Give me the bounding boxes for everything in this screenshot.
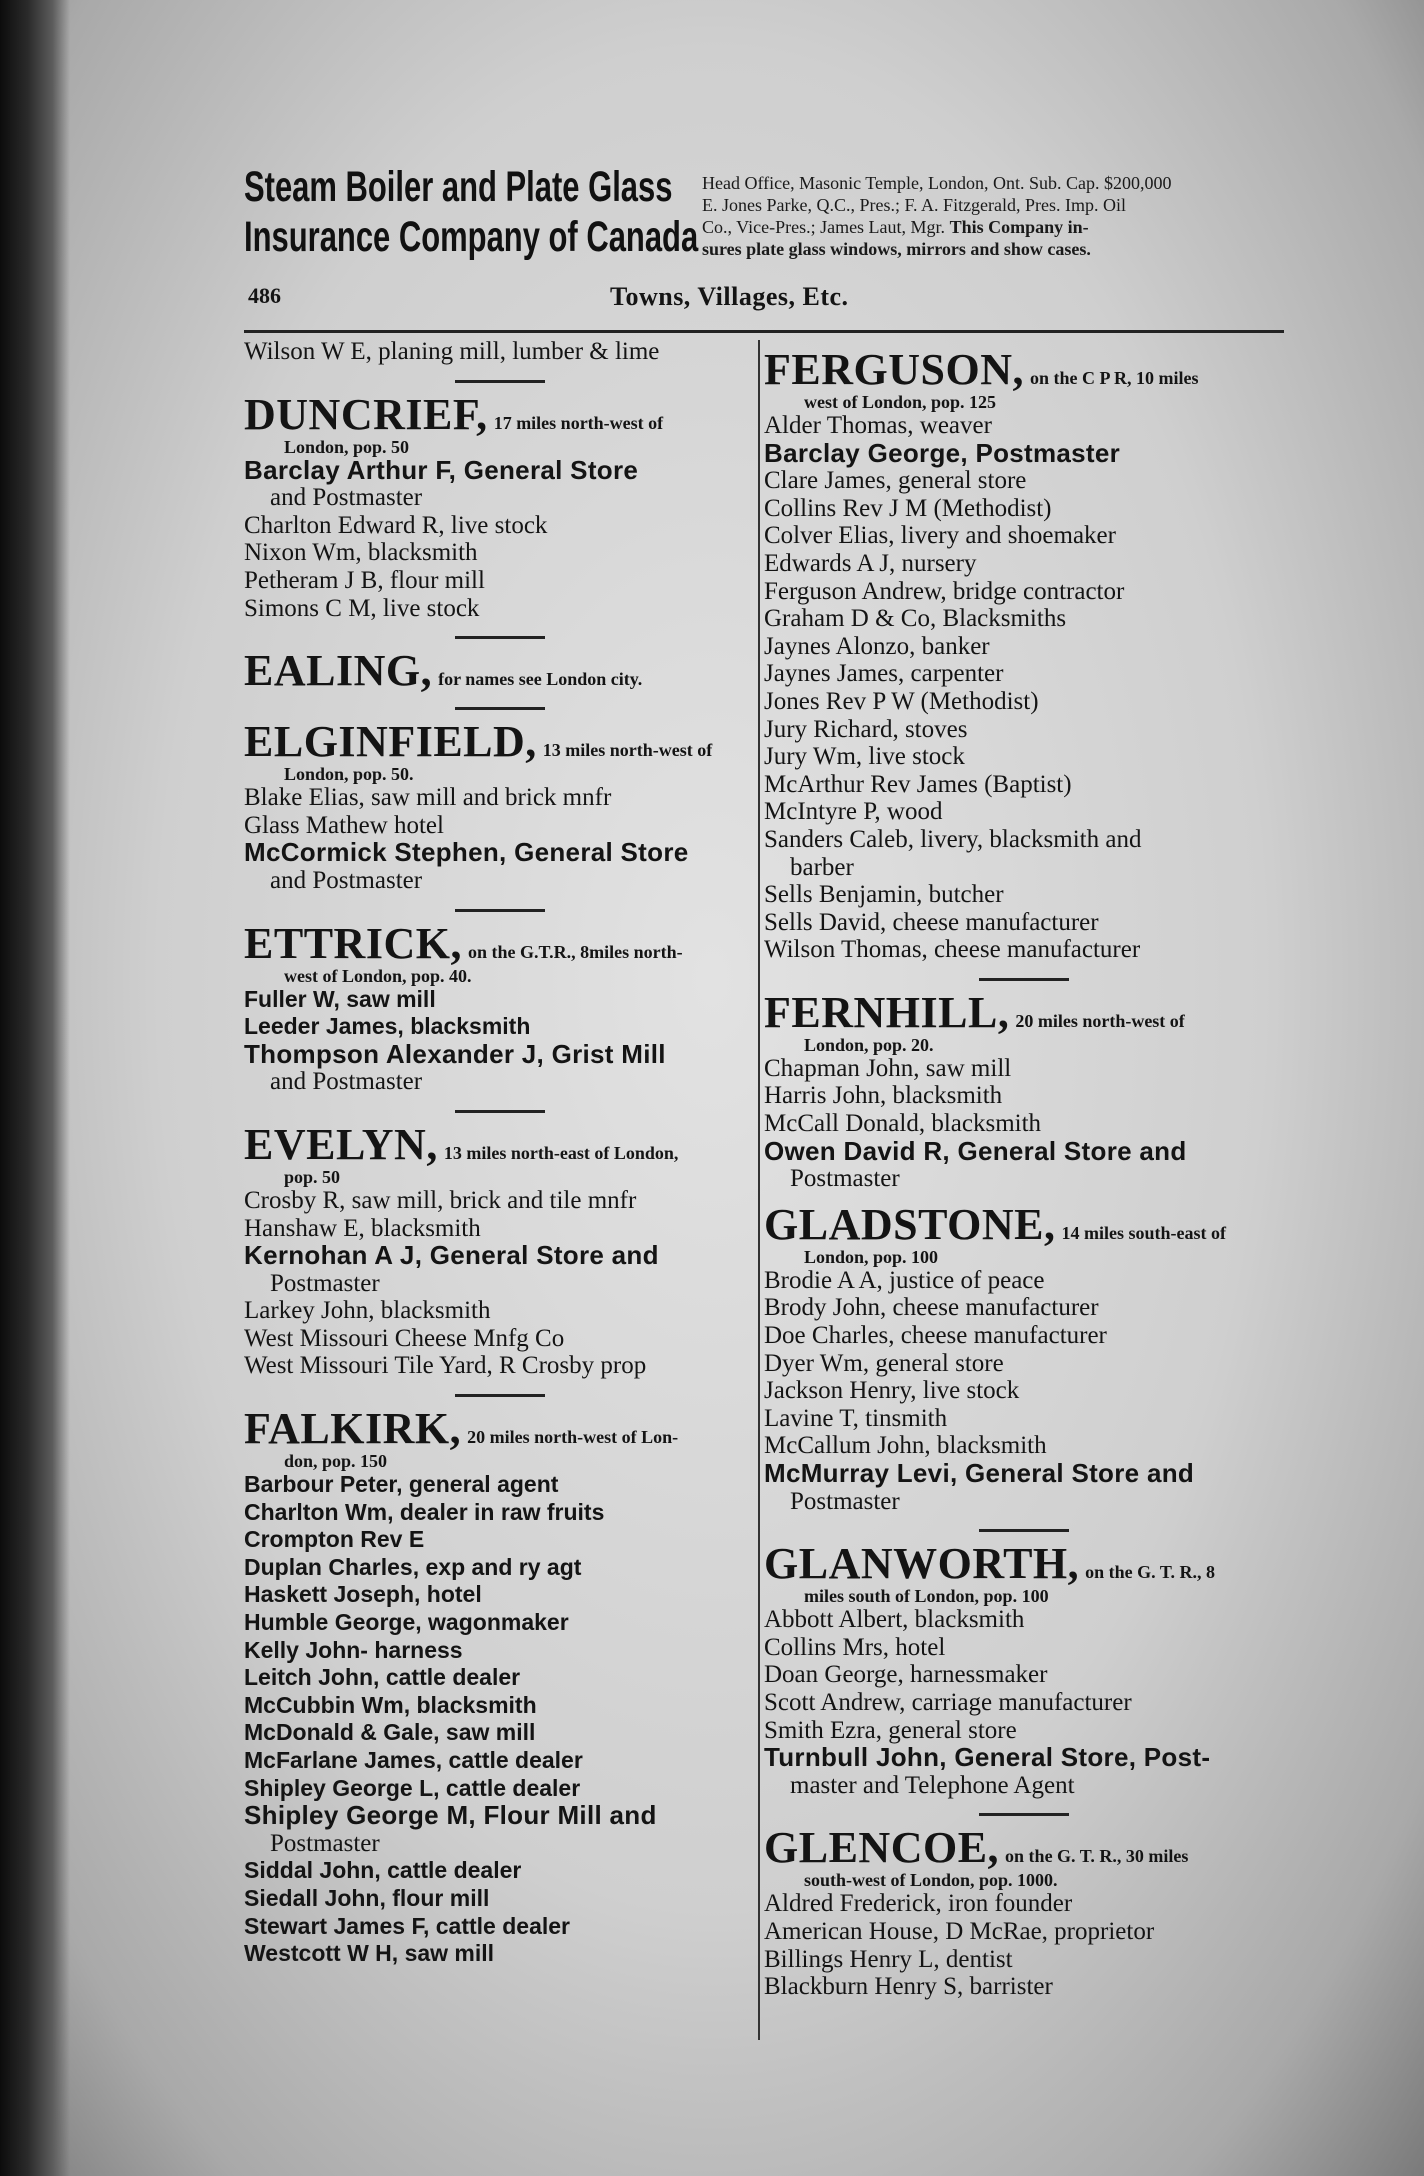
- business-listing: Siddal John, cattle dealer: [244, 1857, 522, 1884]
- section-separator: [979, 1529, 1069, 1532]
- town-location-population: London, pop. 50: [284, 436, 410, 457]
- town-heading: [244, 389, 756, 439]
- town-location-population: London, pop. 100: [804, 1246, 939, 1267]
- listing-continuation: and Postmaster: [270, 1068, 423, 1096]
- business-listing: Ferguson Andrew, bridge contractor: [764, 577, 1125, 605]
- listing-continuation: Postmaster: [270, 1269, 380, 1297]
- business-listing: Collins Mrs, hotel: [764, 1633, 946, 1661]
- business-listing: West Missouri Cheese Mnfg Co: [244, 1324, 565, 1352]
- town-heading: [244, 918, 756, 968]
- business-listing: McCubbin Wm, blacksmith: [244, 1691, 537, 1718]
- listing-continuation: and Postmaster: [270, 484, 423, 512]
- listing-continuation: and Postmaster: [270, 866, 423, 894]
- business-listing: West Missouri Tile Yard, R Crosby prop: [244, 1352, 647, 1380]
- town-name: GLADSTONE,: [764, 1199, 1056, 1249]
- business-listing: Collins Rev J M (Methodist): [764, 494, 1052, 522]
- listing-continuation: Postmaster: [790, 1165, 900, 1193]
- ad-details-line-4: sures plate glass windows, mirrors and show cases.: [702, 239, 1091, 259]
- town-description: 20 miles north-west of: [1015, 1010, 1185, 1031]
- business-listing: McArthur Rev James (Baptist): [764, 770, 1072, 798]
- ad-details-line-1: Head Office, Masonic Temple, London, Ont. Sub. Cap. $200,000: [702, 173, 1172, 193]
- business-listing: Sells Benjamin, butcher: [764, 881, 1004, 909]
- business-listing: Petheram J B, flour mill: [244, 566, 485, 594]
- left-column: [244, 338, 756, 1968]
- town-heading: [764, 1199, 1284, 1249]
- section-separator: [455, 909, 545, 912]
- business-listing: Smith Ezra, general store: [764, 1716, 1017, 1744]
- business-listing: McIntyre P, wood: [764, 798, 943, 826]
- business-listing: Kernohan A J, General Store and: [244, 1240, 659, 1271]
- listing-continuation: Postmaster: [790, 1487, 900, 1515]
- business-listing: Sanders Caleb, livery, blacksmith and: [764, 825, 1142, 853]
- business-listing: Jury Richard, stoves: [764, 715, 968, 743]
- business-listing: Duplan Charles, exp and ry agt: [244, 1553, 582, 1580]
- listing-continuation: master and Telephone Agent: [790, 1771, 1075, 1799]
- town-name: DUNCRIEF,: [244, 389, 488, 439]
- business-listing: McCall Donald, blacksmith: [764, 1110, 1042, 1138]
- business-listing: Leitch John, cattle dealer: [244, 1664, 521, 1691]
- ad-company-name: [244, 162, 702, 270]
- business-listing: American House, D McRae, proprietor: [764, 1917, 1155, 1945]
- town-name: GLENCOE,: [764, 1823, 1000, 1873]
- section-separator: [455, 1394, 545, 1397]
- ad-details-line-3: [702, 216, 1302, 238]
- business-listing: Sells David, cheese manufacturer: [764, 908, 1099, 936]
- business-listing: Colver Elias, livery and shoemaker: [764, 522, 1116, 550]
- business-listing: Simons C M, live stock: [244, 594, 480, 622]
- business-listing: McMurray Levi, General Store and: [764, 1458, 1195, 1488]
- town-description: on the G. T. R., 30 miles: [1005, 1846, 1189, 1867]
- business-listing: Humble George, wagonmaker: [244, 1609, 569, 1636]
- business-listing: Blackburn Henry S, barrister: [764, 1973, 1053, 2001]
- town-heading: [244, 646, 756, 696]
- business-listing: Graham D & Co, Blacksmiths: [764, 605, 1067, 633]
- section-separator: [455, 707, 545, 710]
- business-listing: Fuller W, saw mill: [244, 985, 436, 1012]
- business-listing: Charlton Edward R, live stock: [244, 511, 548, 539]
- ad-title-line-1: Steam Boiler and Plate Glass: [244, 163, 673, 211]
- town-description: 17 miles north-west of: [493, 412, 664, 433]
- business-listing: Edwards A J, nursery: [764, 549, 977, 577]
- business-listing: Stewart James F, cattle dealer: [244, 1912, 570, 1939]
- town-heading: [764, 1539, 1284, 1589]
- town-location-population: don, pop. 150: [284, 1451, 388, 1472]
- section-separator: [455, 1110, 545, 1113]
- business-listing: Kelly John- harness: [244, 1636, 463, 1663]
- header-rule: [244, 330, 1284, 333]
- town-location-population: south-west of London, pop. 1000.: [804, 1870, 1058, 1891]
- town-name: GLANWORTH,: [764, 1539, 1080, 1589]
- business-listing: Lavine T, tinsmith: [764, 1404, 948, 1432]
- business-listing: Jaynes James, carpenter: [764, 660, 1004, 688]
- right-column: [764, 338, 1284, 2001]
- town-heading: [764, 987, 1284, 1037]
- town-heading: [764, 345, 1284, 394]
- listing-continuation: Postmaster: [270, 1829, 380, 1857]
- town-name: EVELYN,: [244, 1119, 438, 1169]
- town-heading: [244, 1119, 756, 1169]
- ad-details-line-3-text: Co., Vice-Pres.; James Laut, Mgr.: [702, 217, 946, 237]
- town-location-population: London, pop. 50.: [284, 764, 414, 785]
- business-listing: Billings Henry L, dentist: [764, 1945, 1013, 1973]
- town-name: FERNHILL,: [764, 987, 1010, 1037]
- business-listing: Wilson W E, planing mill, lumber & lime: [244, 338, 660, 365]
- business-listing: Brodie A A, justice of peace: [764, 1266, 1045, 1294]
- business-listing: Aldred Frederick, iron founder: [764, 1890, 1073, 1918]
- business-listing: Shipley George M, Flour Mill and: [244, 1800, 657, 1831]
- business-listing: Clare James, general store: [764, 467, 1027, 495]
- town-name: ETTRICK,: [244, 918, 462, 968]
- business-listing: Westcott W H, saw mill: [244, 1940, 495, 1967]
- business-listing: Crompton Rev E: [244, 1526, 425, 1553]
- business-listing: Leeder James, blacksmith: [244, 1013, 531, 1040]
- business-listing: Barclay George, Postmaster: [764, 437, 1121, 468]
- town-name: FERGUSON,: [764, 345, 1024, 394]
- town-heading: [244, 1404, 756, 1454]
- listing-continuation: barber: [790, 853, 854, 881]
- business-listing: Hanshaw E, blacksmith: [244, 1214, 481, 1242]
- business-listing: McDonald & Gale, saw mill: [244, 1719, 536, 1746]
- town-location-population: west of London, pop. 40.: [284, 965, 472, 986]
- ad-details-line-3-bold: This Company in-: [949, 217, 1089, 237]
- business-listing: Dyer Wm, general store: [764, 1349, 1004, 1377]
- business-listing: Charlton Wm, dealer in raw fruits: [244, 1498, 605, 1525]
- section-separator: [979, 978, 1069, 981]
- section-separator: [455, 636, 545, 639]
- ad-details: [702, 172, 1302, 260]
- section-separator: [979, 1813, 1069, 1816]
- town-description: on the G.T.R., 8miles north-: [467, 941, 683, 962]
- ad-title-line-2: Insurance Company of Canada: [244, 213, 699, 261]
- town-description: on the C P R, 10 miles: [1029, 368, 1199, 388]
- business-listing: McCallum John, blacksmith: [764, 1432, 1047, 1460]
- business-listing: Haskett Joseph, hotel: [244, 1581, 482, 1608]
- business-listing: Larkey John, blacksmith: [244, 1297, 491, 1325]
- business-listing: Blake Elias, saw mill and brick mnfr: [244, 784, 612, 812]
- business-listing: Jaynes Alonzo, banker: [764, 632, 990, 660]
- town-heading: [244, 717, 756, 767]
- business-listing: Turnbull John, General Store, Post-: [764, 1742, 1211, 1773]
- town-name: EALING,: [244, 646, 433, 696]
- business-listing: McCormick Stephen, General Store: [244, 837, 689, 868]
- business-listing: Owen David R, General Store and: [764, 1135, 1187, 1166]
- business-listing: Scott Andrew, carriage manufacturer: [764, 1688, 1132, 1716]
- business-listing: Harris John, blacksmith: [764, 1082, 1003, 1110]
- business-listing: Chapman John, saw mill: [764, 1054, 1012, 1082]
- column-divider: [758, 340, 760, 2040]
- town-description: 20 miles north-west of Lon-: [467, 1427, 679, 1448]
- business-listing: Barclay Arthur F, General Store: [244, 454, 639, 485]
- town-location-population: pop. 50: [284, 1166, 341, 1187]
- town-name: ELGINFIELD,: [244, 717, 537, 767]
- town-description: on the G. T. R., 8: [1085, 1562, 1216, 1583]
- business-listing: Jackson Henry, live stock: [764, 1377, 1020, 1405]
- business-listing: Alder Thomas, weaver: [764, 412, 992, 439]
- business-listing: Doan George, harnessmaker: [764, 1661, 1048, 1689]
- book-binding-shadow: [0, 0, 70, 2176]
- town-heading: [764, 1823, 1284, 1873]
- business-listing: Wilson Thomas, cheese manufacturer: [764, 936, 1141, 964]
- business-listing: Shipley George L, cattle dealer: [244, 1774, 581, 1801]
- town-description: 14 miles south-east of: [1061, 1222, 1226, 1243]
- business-listing: Glass Mathew hotel: [244, 811, 444, 839]
- business-listing: Barbour Peter, general agent: [244, 1471, 559, 1498]
- town-location-population: miles south of London, pop. 100: [804, 1586, 1049, 1607]
- ad-details-line-2: E. Jones Parke, Q.C., Pres.; F. A. Fitzgerald, Pres. Imp. Oil: [702, 195, 1127, 215]
- business-listing: Doe Charles, cheese manufacturer: [764, 1322, 1107, 1350]
- running-head-title: Towns, Villages, Etc.: [610, 282, 849, 311]
- town-location-population: west of London, pop. 125: [804, 392, 997, 412]
- business-listing: Abbott Albert, blacksmith: [764, 1606, 1025, 1634]
- business-listing: Thompson Alexander J, Grist Mill: [244, 1038, 666, 1069]
- town-location-population: London, pop. 20.: [804, 1034, 934, 1055]
- header-advertisement: [244, 162, 1304, 270]
- section-separator: [455, 380, 545, 383]
- business-listing: Jury Wm, live stock: [764, 743, 965, 771]
- town-name: FALKIRK,: [244, 1404, 462, 1454]
- business-listing: Jones Rev P W (Methodist): [764, 687, 1039, 715]
- business-listing: McFarlane James, cattle dealer: [244, 1747, 583, 1773]
- business-listing: Brody John, cheese manufacturer: [764, 1294, 1099, 1322]
- business-listing: Nixon Wm, blacksmith: [244, 539, 478, 567]
- page-number: 486: [248, 283, 281, 308]
- business-listing: Siedall John, flour mill: [244, 1884, 490, 1911]
- town-description: for names see London city.: [438, 669, 643, 690]
- town-description: 13 miles north-west of: [542, 740, 713, 761]
- business-listing: Crosby R, saw mill, brick and tile mnfr: [244, 1186, 637, 1214]
- town-description: 13 miles north-east of London,: [443, 1142, 679, 1163]
